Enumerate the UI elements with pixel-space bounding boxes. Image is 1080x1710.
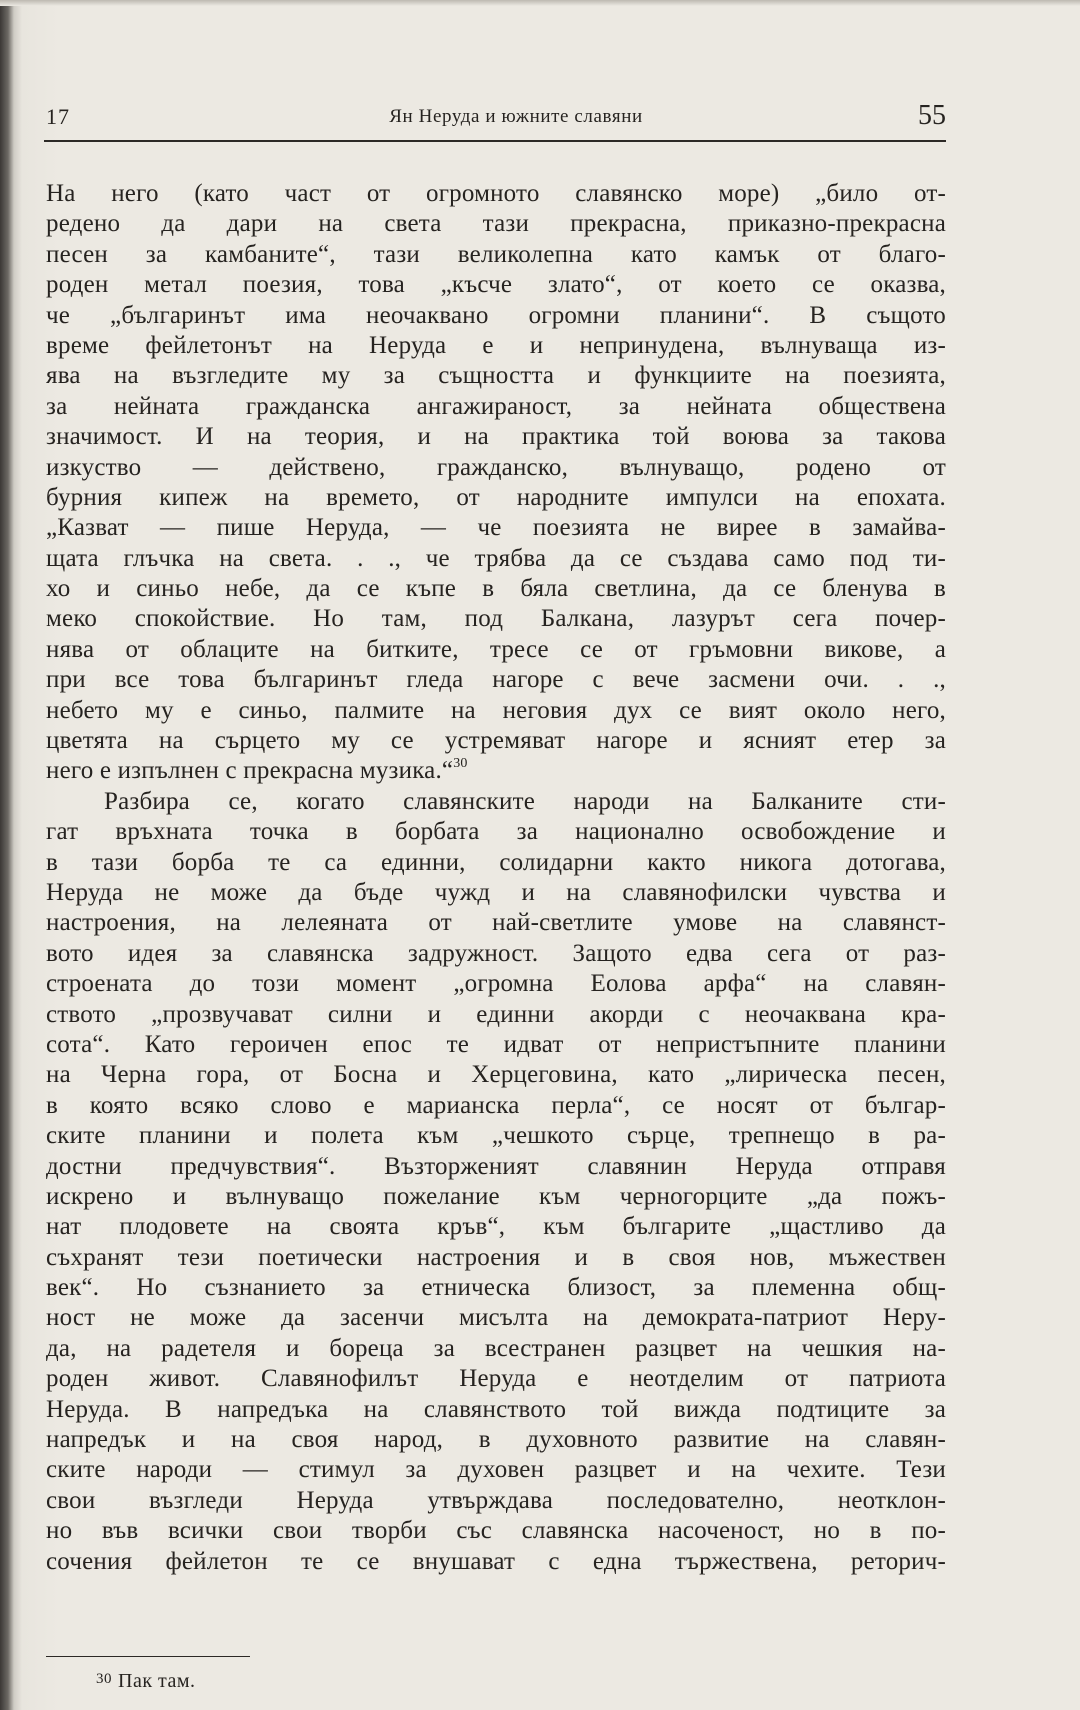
text-line: нява от облаците на битките, тресе се от гръмовни викове, а: [46, 635, 946, 663]
text-line: ност не може да засенчи мисълта на демократа-патриот Неру-: [46, 1304, 946, 1332]
text-line: сота“. Като героичен епос те идват от непристъпните планини: [46, 1030, 946, 1058]
text-line: ските планини и полета към „чешкото сърце, трепнещо в ра-: [46, 1122, 946, 1150]
text-line: че „българинът има неочаквано огромни планини“. В същото: [46, 301, 946, 329]
text-line: роден метал поезия, това „късче злато“, от което се оказва,: [46, 271, 946, 299]
text-line-with-footnote: [46, 756, 946, 786]
text-line: искрено и вълнуващо пожелание към черногорците „да пожъ-: [46, 1182, 946, 1210]
text-line: Неруда. В напредъка на славянството той вижда подтиците за: [46, 1395, 946, 1423]
text-line: вото идея за славянска задружност. Защото едва сега от раз-: [46, 939, 946, 967]
text-line-content: него е изпълнен с прекрасна музика.“: [46, 757, 454, 785]
text-line: песен за камбаните“, тази великолепна като камък от благо-: [46, 240, 946, 268]
footnote-number: 30: [96, 1671, 112, 1687]
text-line: напредък и на своя народ, в духовното развитие на славян-: [46, 1426, 946, 1454]
text-line: меко спокойствие. Но там, под Балкана, лазурът сега почер-: [46, 605, 946, 633]
text-line: роден живот. Славянофилът Неруда е неотделим от патриота: [46, 1365, 946, 1393]
text-line: бурния кипеж на времето, от народните импулси на епохата.: [46, 483, 946, 511]
text-line: век“. Но съзнанието за етническа близост, за племенна общ-: [46, 1274, 946, 1302]
text-line: На него (като част от огромното славянско море) „било от-: [46, 180, 946, 207]
text-line: да, на радетеля и бореца за всестранен разцвет на чешкия на-: [46, 1334, 946, 1362]
footnote-text: Пак там.: [118, 1670, 196, 1692]
text-line: време фейлетонът на Неруда е и непринудена, вълнуваща из-: [46, 331, 946, 359]
running-header: [46, 100, 946, 136]
text-line: значимост. И на теория, и на практика той воюва за такова: [46, 423, 946, 451]
text-line: при все това българинът гледа нагоре с вече засмени очи. . .,: [46, 666, 946, 694]
running-title: Ян Неруда и южните славяни: [389, 106, 643, 127]
text-line: хо и синьо небе, да се къпе в бяла светлина, да се бленува в: [46, 575, 946, 603]
paragraph-start-line: Разбира се, когато славянските народи на Балканите сти-: [104, 787, 946, 815]
text-line: „Казват — пише Неруда, — че поезията не вирее в замайва-: [46, 514, 946, 542]
text-line: настроения, на лелеяната от най-светлите умове на славянст-: [46, 909, 946, 937]
text-line: в тази борба те са единни, солидарни както никога дотогава,: [46, 848, 946, 876]
text-line: но във всички свои творби със славянска насоченост, но в по-: [46, 1517, 946, 1545]
text-line: достни предчувствия“. Възторженият славянин Неруда отправя: [46, 1152, 946, 1180]
text-line: сочения фейлетон те се внушават с една тържествена, реторич-: [46, 1547, 946, 1575]
text-line: за нейната гражданска ангажираност, за нейната обществена: [46, 392, 946, 420]
text-line: ява на възгледите му за същността и функциите на поезията,: [46, 362, 946, 390]
page-number: 55: [918, 100, 946, 131]
text-line: редено да дари на света тази прекрасна, приказно-прекрасна: [46, 210, 946, 238]
text-line: нат плодовете на своята кръв“, към българите „щастливо да: [46, 1213, 946, 1241]
footnote: [96, 1670, 196, 1693]
text-line: строената до този момент „огромна Еолова арфа“ на славян-: [46, 970, 946, 998]
text-line: щата глъчка на света. . ., че трябва да се създава само под ти-: [46, 544, 946, 572]
text-line: свои възгледи Неруда утвърждава последователно, неотклон-: [46, 1486, 946, 1514]
text-line: цветята на сърцето му се устремяват нагоре и ясният етер за: [46, 727, 946, 755]
text-line: ството „прозвучават силни и единни акорди с неочаквана кра-: [46, 1000, 946, 1028]
text-line: съхранят тези поетически настроения и в своя нов, мъжествен: [46, 1243, 946, 1271]
footnote-rule: [46, 1656, 250, 1657]
text-line: небето му е синьо, палмите на неговия дух се вият около него,: [46, 696, 946, 724]
text-line: гат връхната точка в борбата за национално освобождение и: [46, 818, 946, 846]
footnote-reference: 30: [453, 756, 468, 772]
text-line: ските народи — стимул за духовен разцвет и на чехите. Тези: [46, 1456, 946, 1484]
header-rule: [44, 140, 946, 142]
text-line: Неруда не може да бъде чужд и на славянофилски чувства и: [46, 878, 946, 906]
body-text: [46, 179, 946, 1577]
text-line: в която всяко слово е марианска перла“, се носят от българ-: [46, 1091, 946, 1119]
text-line: на Черна гора, от Босна и Херцеговина, като „лирическа песен,: [46, 1061, 946, 1089]
text-line: изкуство — действено, гражданско, вълнуващо, родено от: [46, 453, 946, 481]
signature-number: 17: [46, 104, 70, 129]
